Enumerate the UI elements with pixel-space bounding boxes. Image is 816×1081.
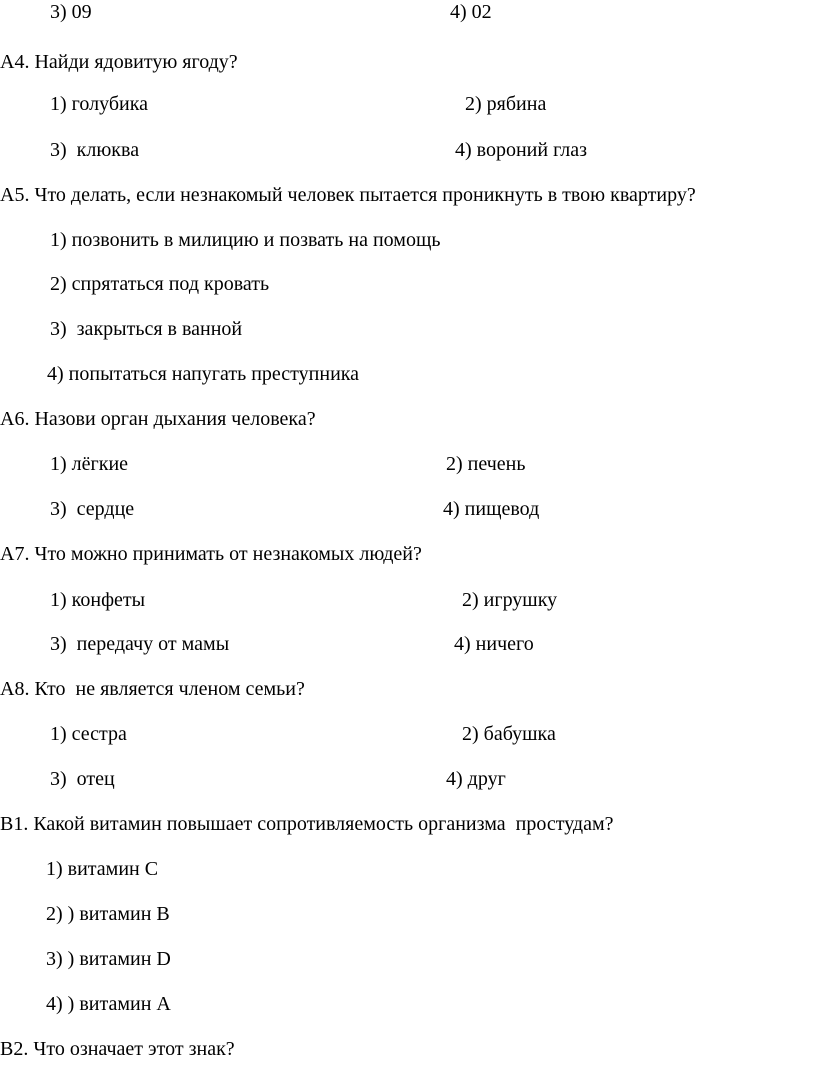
a6-option-3: 3) сердце (50, 498, 135, 520)
a5-option-4: 4) попытаться напугать преступника (47, 363, 360, 385)
a4-option-2: 2) рябина (465, 93, 547, 115)
b1-option-4: 4) ) витамин А (46, 993, 171, 1015)
a6-option-4: 4) пищевод (443, 498, 540, 520)
a7-option-2: 2) игрушку (462, 589, 558, 611)
question-b1: В1. Какой витамин повышает сопротивляемость организма простудам? (0, 813, 614, 835)
a4-option-3: 3) клюква (50, 139, 140, 161)
a6-option-2: 2) печень (446, 453, 526, 475)
a7-option-3: 3) передачу от мамы (50, 633, 230, 655)
question-a4: А4. Найди ядовитую ягоду? (0, 51, 238, 73)
a8-option-1: 1) сестра (50, 723, 127, 745)
a8-option-3: 3) отец (50, 768, 115, 790)
prev-option-3: 3) 09 (50, 1, 92, 23)
a7-option-1: 1) конфеты (50, 589, 146, 611)
b1-option-2: 2) ) витамин В (46, 903, 170, 925)
prev-option-4: 4) 02 (450, 1, 492, 23)
question-a6: А6. Назови орган дыхания человека? (0, 408, 316, 430)
b1-option-3: 3) ) витамин D (46, 948, 171, 970)
a5-option-3: 3) закрыться в ванной (50, 318, 243, 340)
b1-option-1: 1) витамин С (46, 858, 159, 880)
a8-option-4: 4) друг (446, 768, 506, 790)
a4-option-1: 1) голубика (50, 93, 148, 115)
question-a7: А7. Что можно принимать от незнакомых людей? (0, 543, 422, 565)
question-a5: А5. Что делать, если незнакомый человек пытается проникнуть в твою квартиру? (0, 184, 696, 206)
a4-option-4: 4) вороний глаз (455, 139, 588, 161)
question-a8: А8. Кто не является членом семьи? (0, 678, 305, 700)
question-b2: В2. Что означает этот знак? (0, 1038, 235, 1060)
a5-option-2: 2) спрятаться под кровать (50, 273, 270, 295)
a7-option-4: 4) ничего (454, 633, 534, 655)
a6-option-1: 1) лёгкие (50, 453, 129, 475)
a8-option-2: 2) бабушка (462, 723, 556, 745)
a5-option-1: 1) позвонить в милицию и позвать на помощь (50, 229, 441, 251)
